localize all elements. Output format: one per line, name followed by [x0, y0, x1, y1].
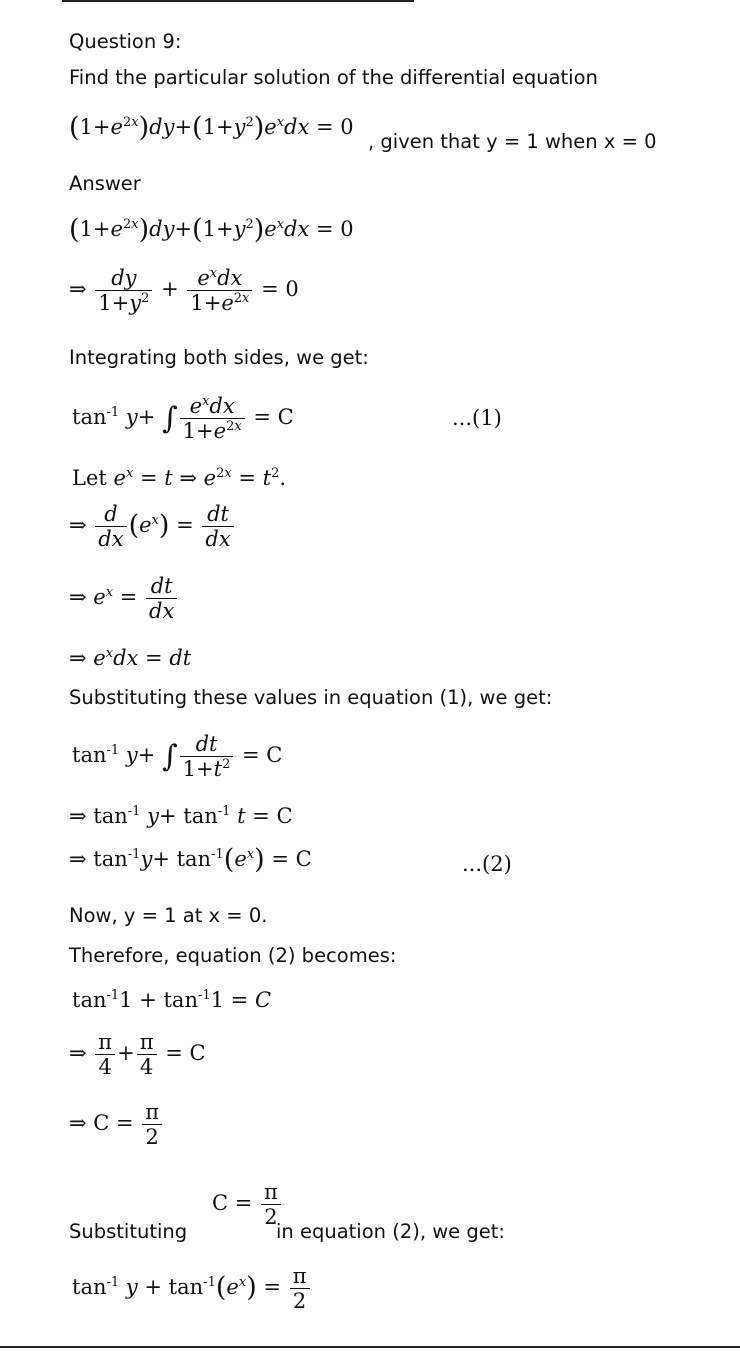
- general-solution: ⇒ $\tan^{-1}y+ \tan^{-1}(e^x) = C$: [69, 844, 312, 875]
- integrating-text: Integrating both sides, we get:: [69, 346, 369, 369]
- derivative-result: ⇒ $e^x$ = $\frac{dt}{dx}$: [69, 574, 179, 623]
- answer-equation: $(1+e^{2x})dy+(1+y^2)e^xdx = 0$: [69, 214, 354, 245]
- integrated-equation: $\tan^{-1} y+$ ∫ $\frac{e^xdx}{1+e^{2x}}$ = C: [72, 394, 294, 444]
- initial-condition-text: Now, y = 1 at x = 0.: [69, 904, 268, 927]
- given-equation: $(1+e^{2x})dy+(1+y^2)e^xdx = 0$: [69, 112, 354, 143]
- constant-result: ⇒ C = $\frac{\pi}{2}$: [69, 1100, 164, 1149]
- constant-value: C = $\frac{\pi}{2}$: [212, 1180, 283, 1229]
- top-rule: [62, 0, 414, 2]
- in-equation-2-text: in equation (2), we get:: [276, 1220, 505, 1243]
- bottom-rule: [0, 1346, 740, 1348]
- separated-equation: ⇒ $\frac{dy}{1+y^2}$ + $\frac{e^xdx}{1+e^{2x}}$ = 0: [69, 266, 299, 316]
- substitution-let: Let $e^x = t$ ⇒ $e^{2x} = t^2$.: [72, 466, 287, 490]
- integral-result: ⇒ $\tan^{-1} y+ \tan^{-1} t = C$: [69, 804, 293, 828]
- substituting-eq1-text: Substituting these values in equation (1), we get:: [69, 686, 553, 709]
- question-prompt: Find the particular solution of the differential equation: [69, 66, 598, 89]
- substituted-integral: $\tan^{-1} y+$ ∫ $\frac{dt}{1+t^2}$ = C: [72, 732, 283, 782]
- question-label: Question 9:: [69, 30, 182, 53]
- equation-label-2: ...(2): [462, 852, 512, 876]
- answer-label: Answer: [69, 172, 141, 195]
- constant-equation: $\tan^{-1}1 + \tan^{-1}1 = C$: [72, 988, 272, 1012]
- derivative-step: ⇒ $\frac{d}{dx}$ $(e^x)$ = $\frac{dt}{dx}$: [69, 502, 236, 551]
- therefore-text: Therefore, equation (2) becomes:: [69, 944, 397, 967]
- equation-label-1: ...(1): [452, 406, 502, 430]
- given-condition: , given that y = 1 when x = 0: [368, 130, 657, 153]
- substituting-word: Substituting: [69, 1220, 188, 1243]
- pi-sum-step: ⇒ $\frac{\pi}{4}$ + $\frac{\pi}{4}$ = C: [69, 1030, 206, 1080]
- differential-result: ⇒ $e^xdx$ = dt: [69, 646, 192, 670]
- particular-solution: $\tan^{-1} y + \tan^{-1}(e^x)$ = $\frac{\pi}{2}$: [72, 1264, 312, 1313]
